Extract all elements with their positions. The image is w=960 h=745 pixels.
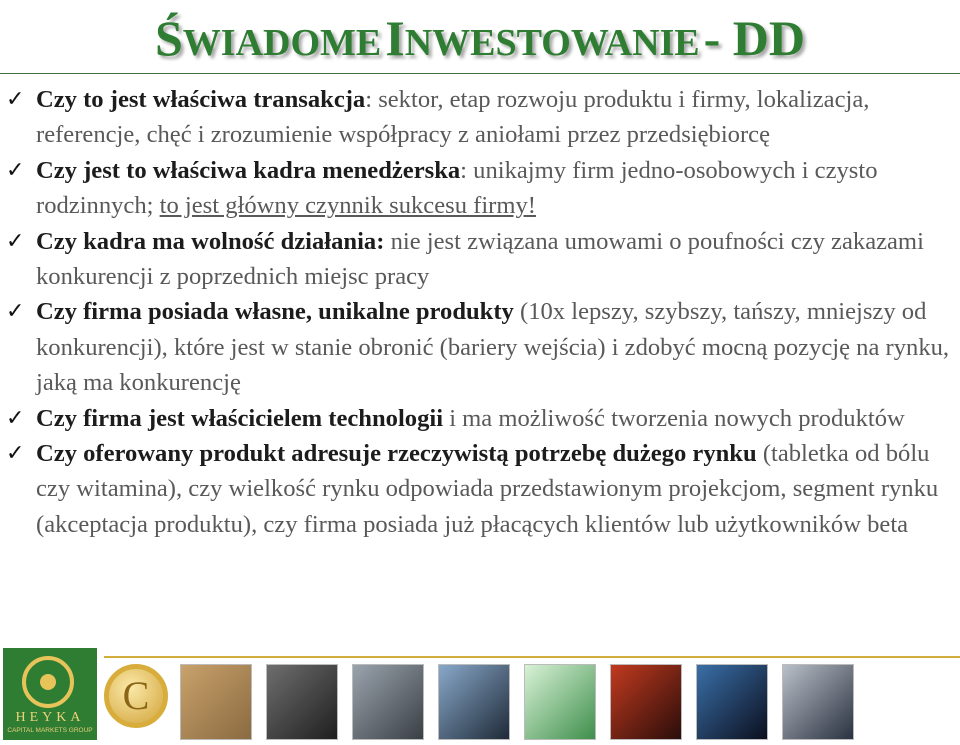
logo-subtitle: CAPITAL MARKETS GROUP [7,727,93,734]
bullet-item [6,82,956,153]
space-shuttle-image [782,664,854,740]
checkmark-icon: ✓ [6,157,25,183]
satellite-dish-image [438,664,510,740]
bullet-text: : sektor, etap rozwoju produktu i firmy, lokalizacja, referencje, chęć i zrozumienie współpracy z aniołami przez przedsiębiorcę [36,86,870,149]
bullet-item [6,436,956,542]
bullet-item [6,401,956,436]
bullet-text: nie jest związana umowami o poufności czy zakazami konkurencji z poprzednich miejsc pracy [36,227,924,291]
neuron-cell-image [610,664,682,740]
bullet-emphasis: to jest główny czynnik sukcesu firmy! [159,192,536,220]
logo-name: HEYKA [15,710,85,725]
footer-thumbnails [0,664,960,744]
bullet-text: : unikajmy firm jedno-osobowych i czysto rodzinnych; [36,156,878,220]
footer-divider [104,656,960,658]
bullet-item [6,153,956,224]
checkmark-icon: ✓ [6,87,25,112]
bullet-text: i ma możliwość tworzenia nowych produktów [443,404,905,432]
renaissance-sketch-image [180,664,252,740]
bullet-text: (10x lepszy, szybszy, tańszy, mniejszy od konkurencji), które jest w stanie obronić (bariery wejścia) i zdobyć mocną pozycję na rynku, jaką ma konkurencję [36,298,950,397]
checkmark-icon: ✓ [6,441,25,467]
bullet-heading: Czy firma posiada własne, unikalne produkty [36,298,514,326]
bullet-heading: Czy kadra ma wolność działania: [36,227,385,255]
copyright-icon: C [104,664,168,728]
bullet-heading: Czy oferowany produkt adresuje rzeczywistą potrzebę dużego rynku [36,440,757,468]
laptop-typing-image [266,664,338,740]
car-engine-image [352,664,424,740]
bullet-heading: Czy firma jest właścicielem technologii [36,404,444,432]
bullet-list [6,82,956,542]
bullet-heading: Czy jest to właściwa kadra menedżerska [36,156,461,184]
bullet-text: (tabletka od bólu czy witamina), czy wielkość rynku odpowiada przedstawionym projekcjom, segment rynku (akceptacja produktu), czy firma posiada już płacących klientów lub użytkowników beta [36,440,939,538]
bullet-item [6,294,956,400]
checkmark-icon: ✓ [6,228,25,254]
slide-title: ŚWIADOME INWESTOWANIE - DD [154,10,806,66]
title-divider [0,73,960,74]
dna-helix-image [524,664,596,740]
checkmark-icon: ✓ [6,405,25,431]
checkmark-icon: ✓ [6,299,25,325]
bullet-item [6,224,956,295]
bullet-heading: Czy to jest właściwa transakcja [36,86,366,113]
globe-dark-image [696,664,768,740]
